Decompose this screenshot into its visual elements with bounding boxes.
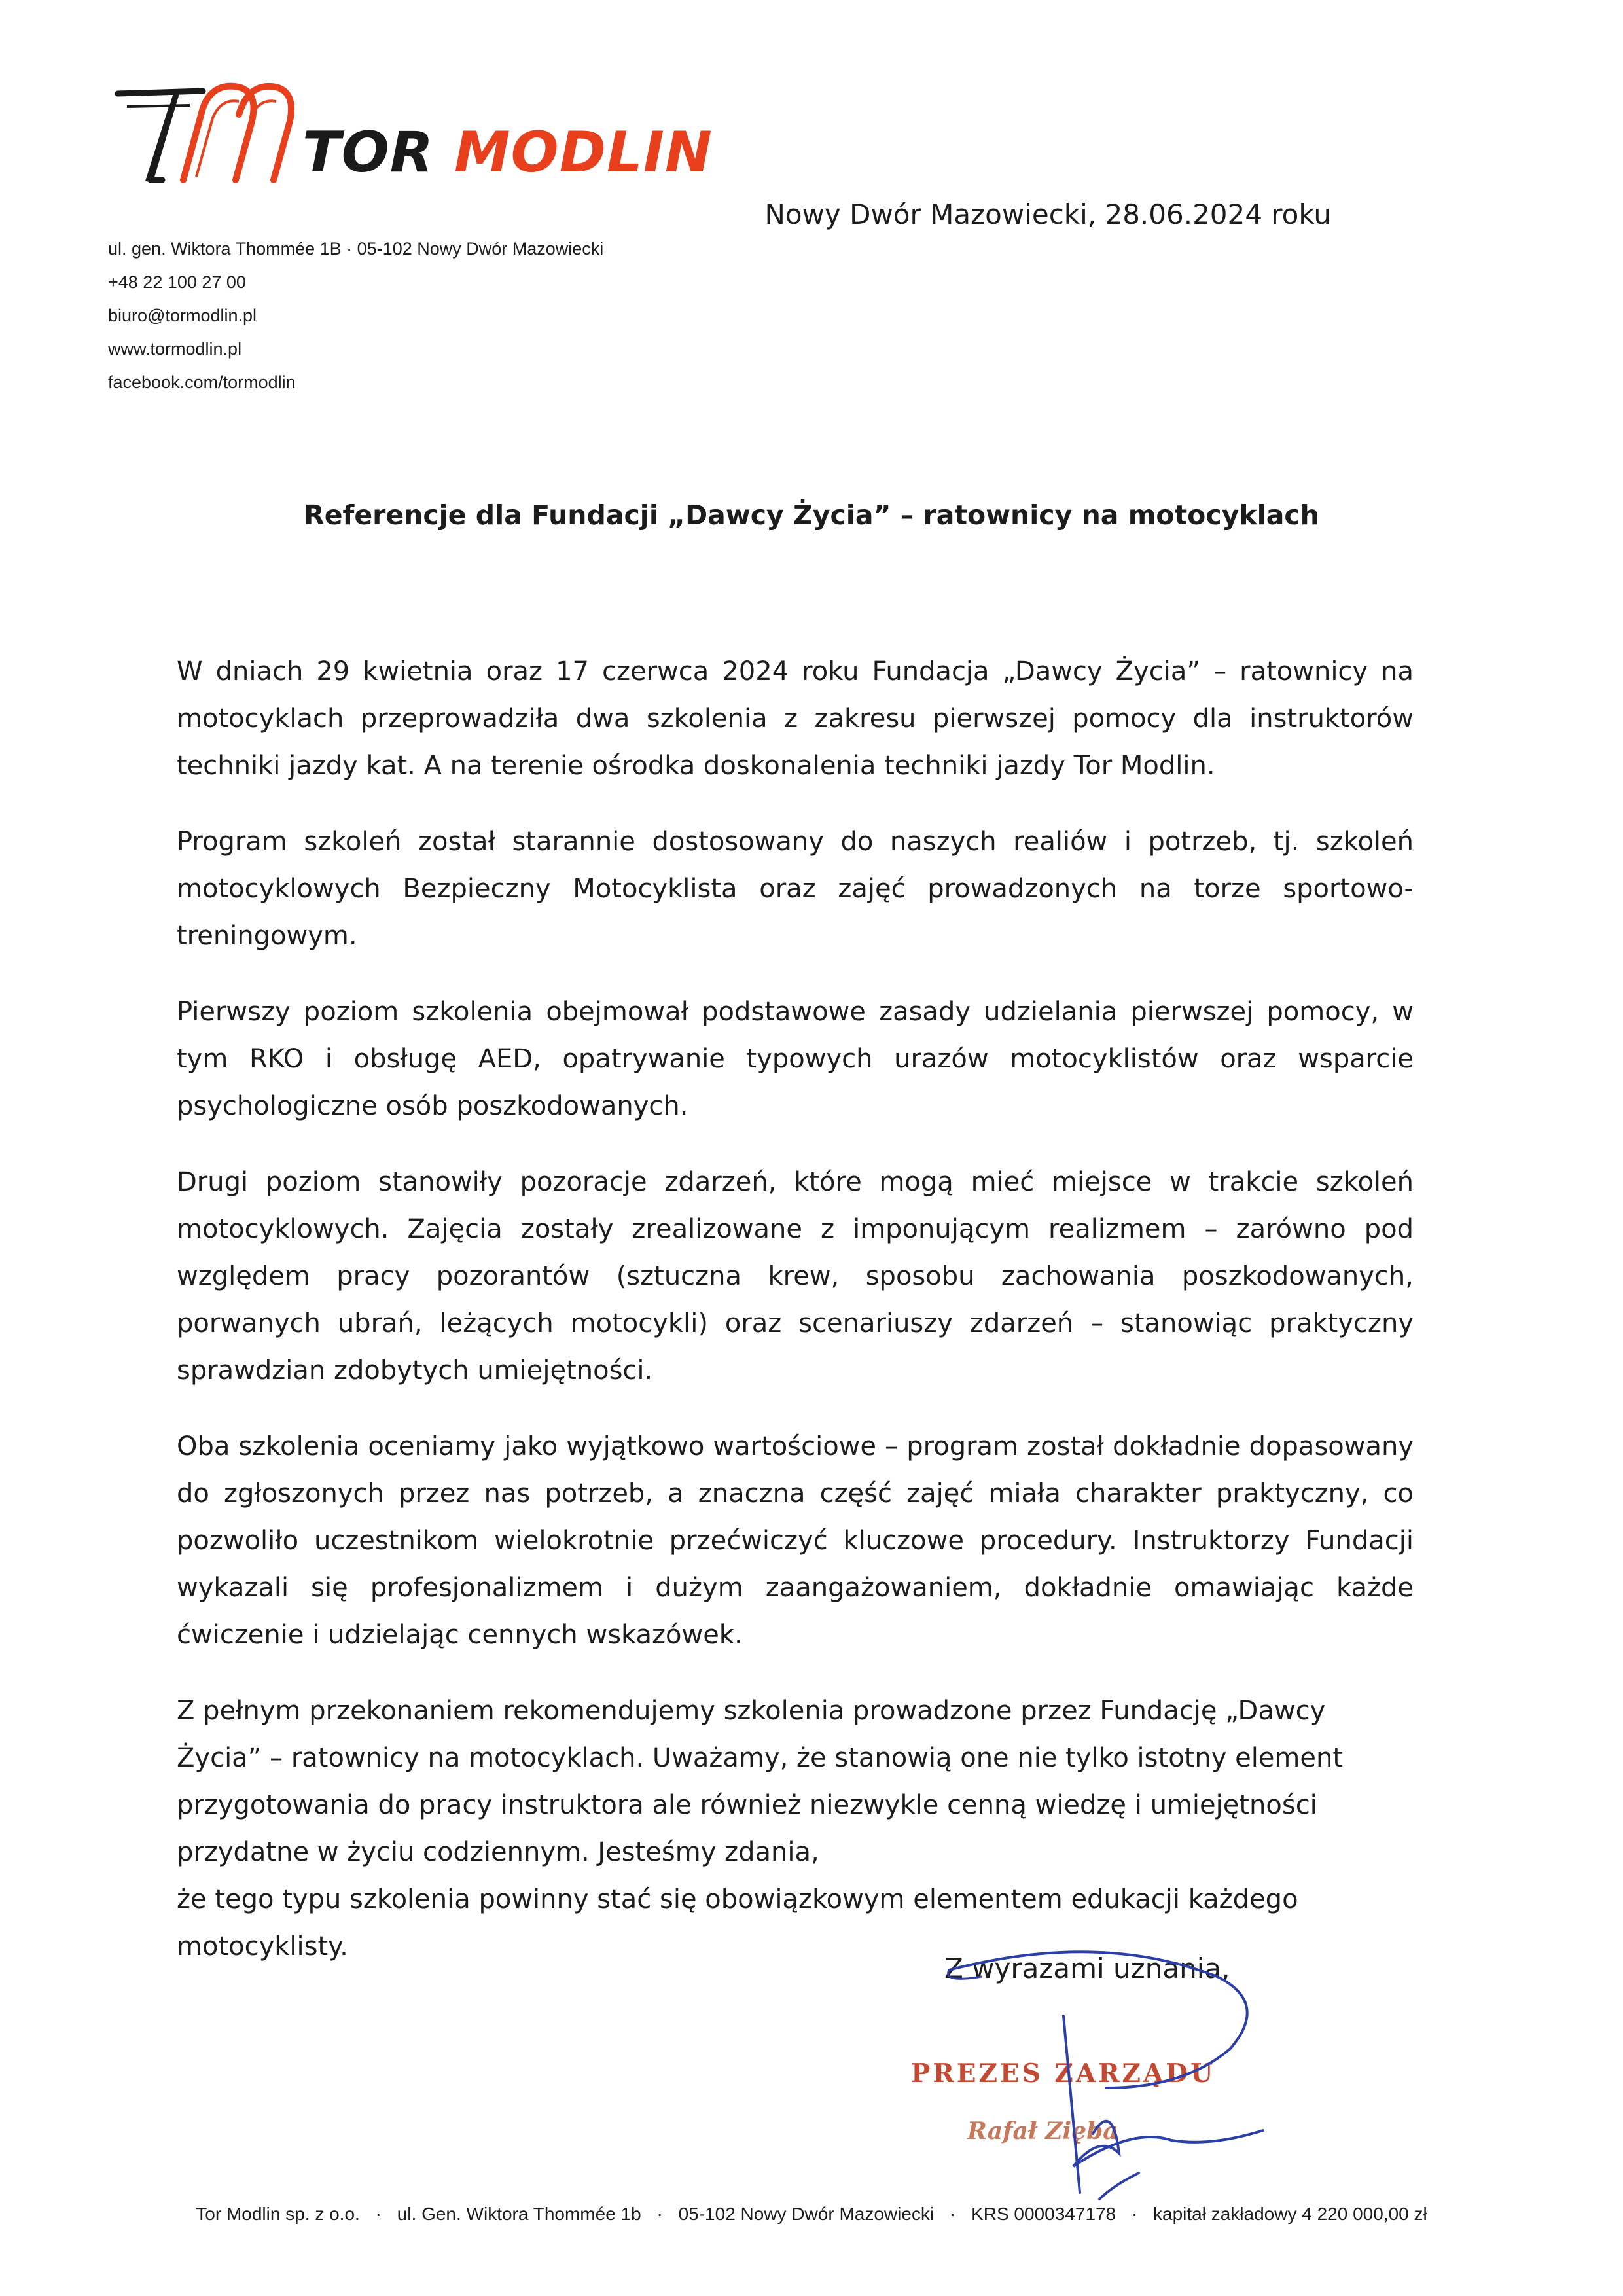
- body-paragraph-6-final-line: że tego typu szkolenia powinny stać się obowiązkowym elementem edukacji każdego motocyklisty.: [177, 1884, 1298, 1962]
- body-paragraph-5: Oba szkolenia oceniamy jako wyjątkowo wartościowe – program został dokładnie dopasowany do zgłoszonych przez nas potrzeb, a znaczna część zajęć miała charakter praktyczny, co pozwoliło uczestnikom wielokrotnie przećwiczyć kluczowe procedury. Instruktorzy Fundacji wykazali się profesjonalizmem i dużym zaangażowaniem, dokładnie omawiając każde ćwiczenie i udzielając cennych wskazówek.: [177, 1431, 1414, 1650]
- contact-website: www.tormodlin.pl: [108, 339, 242, 359]
- body-paragraph-2: Program szkoleń został starannie dostosowany do naszych realiów i potrzeb, tj. szkoleń motocyklowych Bezpieczny Motocyklista oraz zajęć prowadzonych na torze sportowo-treningowym.: [177, 827, 1414, 951]
- body-paragraph-1: W dniach 29 kwietnia oraz 17 czerwca 2024 roku Fundacja „Dawcy Życia” – ratownicy na motocyklach przeprowadziła dwa szkolenia z zakresu pierwszej pomocy dla instruktorów techniki jazdy kat. A na terenie ośrodka doskonalenia techniki jazdy Tor Modlin.: [177, 656, 1414, 781]
- contact-email: biuro@tormodlin.pl: [108, 306, 257, 325]
- stamp-title: PREZES ZARZĄDU: [911, 2058, 1216, 2089]
- body-paragraph-6-text: Z pełnym przekonaniem rekomendujemy szkolenia prowadzone przez Fundację „Dawcy Życia” – ratownicy na motocyklach. Uważamy, że stanowią one nie tylko istotny element przygotowania do pracy instruktora ale również niezwykle cenną wiedzę i umiejętności przydatne w życiu codziennym. Jesteśmy zdania,: [177, 1696, 1344, 1867]
- logo-wordmark: [302, 120, 713, 185]
- handwritten-signature: [903, 1937, 1270, 2212]
- logo-word-tor: TOR: [302, 120, 434, 185]
- footer-separator: ·: [656, 2204, 663, 2224]
- contact-block: [108, 232, 603, 399]
- body-paragraph-4: Drugi poziom stanowiły pozoracje zdarzeń, które mogą mieć miejsce w trakcie szkoleń motocyklowych. Zajęcia zostały zrealizowane z imponującym realizmem – zarówno pod względem pracy pozorantów (sztuczna krew, sposobu zachowania poszkodowanych, porwanych ubrań, leżących motocykli) oraz scenariuszy zdarzeń – stanowiąc praktyczny sprawdzian zdobytych umiejętności.: [177, 1167, 1414, 1386]
- footer-capital: kapitał zakładowy 4 220 000,00 zł: [1153, 2204, 1427, 2224]
- letter-body: [177, 648, 1414, 1970]
- footer-separator: ·: [1131, 2204, 1138, 2224]
- footer-separator: ·: [375, 2204, 382, 2224]
- stamp-name: Rafał Zięba: [967, 2117, 1118, 2145]
- footer-city: 05-102 Nowy Dwór Mazowiecki: [678, 2204, 935, 2224]
- footer-company: Tor Modlin sp. z o.o.: [196, 2204, 360, 2224]
- body-paragraph-3: Pierwszy poziom szkolenia obejmował podstawowe zasady udzielania pierwszej pomocy, w tym RKO i obsługę AED, opatrywanie typowych urazów motocyklistów oraz wsparcie psychologiczne osób poszkodowanych.: [177, 997, 1414, 1121]
- contact-phone: +48 22 100 27 00: [108, 272, 246, 292]
- contact-facebook: facebook.com/tormodlin: [108, 372, 296, 392]
- footer-separator: ·: [949, 2204, 956, 2224]
- footer-company-info: [0, 2204, 1623, 2225]
- letter-subject: Referencje dla Fundacji „Dawcy Życia” – ratownicy na motocyklach: [304, 499, 1319, 531]
- footer-krs: KRS 0000347178: [971, 2204, 1116, 2224]
- body-paragraph-6: [177, 1687, 1414, 1970]
- place-date-line: Nowy Dwór Mazowiecki, 28.06.2024 roku: [764, 198, 1331, 230]
- closing-regards: Z wyrazami uznania,: [944, 1952, 1230, 1984]
- contact-address: ul. gen. Wiktora Thommée 1B · 05-102 Nowy Dwór Mazowiecki: [108, 239, 604, 259]
- logo-word-modlin: MODLIN: [454, 120, 713, 185]
- footer-street: ul. Gen. Wiktora Thommée 1b: [397, 2204, 641, 2224]
